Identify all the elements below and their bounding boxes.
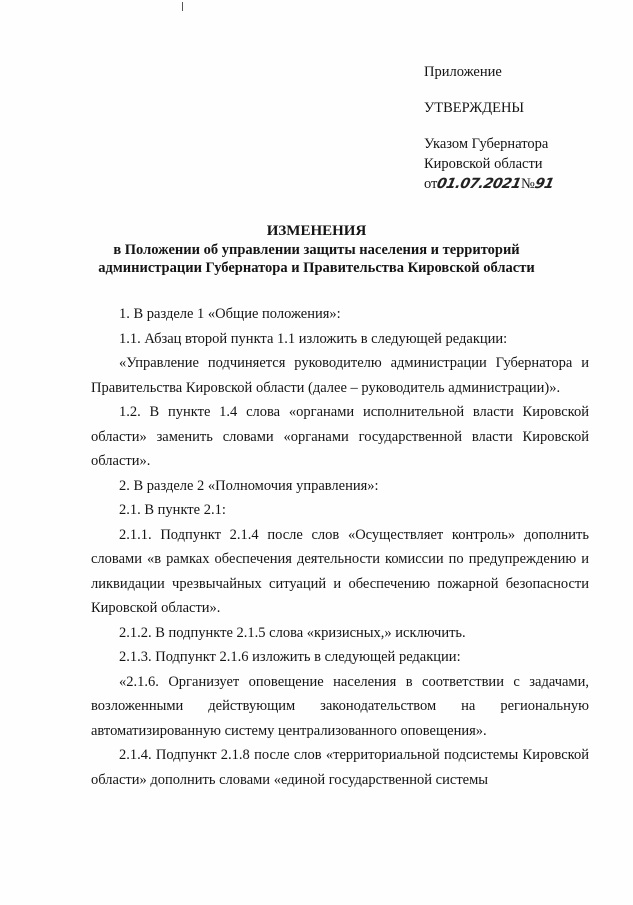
scan-mark: [182, 2, 183, 11]
document-subtitle-line-1: в Положении об управлении защиты населения и территорий: [113, 242, 520, 258]
decree-line-1: Указом Губернатора: [424, 136, 549, 152]
document-title-block: [0, 222, 633, 277]
decree-line-2: Кировской области: [424, 156, 543, 172]
document-subtitle-line-2: администрации Губернатора и Правительства Кировской области: [98, 260, 535, 276]
decree-from-label: от: [424, 176, 438, 192]
paragraph: 1.2. В пункте 1.4 слова «органами исполнительной власти Кировской области» заменить словами «органами государственной власти Кировской области».: [91, 404, 589, 469]
decree-date-line: [424, 174, 624, 194]
paragraph: 2.1.2. В подпункте 2.1.5 слова «кризисных,» исключить.: [119, 624, 466, 641]
paragraph: 2.1.1. Подпункт 2.1.4 после слов «Осуществляет контроль» дополнить словами «в рамках обеспечения деятельности комиссии по предупреждению и ликвидации чрезвычайных ситуаций и обеспечению пожарной безопасности Кировской области».: [91, 526, 589, 616]
paragraph: 2. В разделе 2 «Полномочия управления»:: [119, 477, 379, 494]
document-title: ИЗМЕНЕНИЯ: [266, 223, 367, 239]
paragraph: «Управление подчиняется руководителю администрации Губернатора и Правительства Кировской области (далее – руководитель администрации)».: [91, 355, 589, 396]
paragraph: 1.1. Абзац второй пункта 1.1 изложить в следующей редакции:: [119, 330, 508, 347]
handwritten-number: 91: [533, 176, 556, 192]
paragraph: «2.1.6. Организует оповещение населения в соответствии с задачами, возложенными действующим законодательством на региональную автоматизированную систему централизованного оповещения».: [91, 673, 589, 739]
paragraph: 1. В разделе 1 «Общие положения»:: [119, 306, 341, 322]
paragraph: 2.1.3. Подпункт 2.1.6 изложить в следующей редакции:: [119, 649, 461, 665]
approval-block: [424, 62, 624, 194]
handwritten-date: 01.07.2021: [435, 176, 523, 192]
decree-number-sign: №: [520, 176, 535, 192]
document-body: [91, 302, 589, 792]
approved-label: УТВЕРЖДЕНЫ: [424, 100, 525, 116]
paragraph: 2.1.4. Подпункт 2.1.8 после слов «территориальной подсистемы Кировской области» дополнить словами «единой государственной системы: [91, 747, 589, 788]
paragraph: 2.1. В пункте 2.1:: [119, 502, 226, 518]
appendix-label: Приложение: [424, 64, 502, 80]
